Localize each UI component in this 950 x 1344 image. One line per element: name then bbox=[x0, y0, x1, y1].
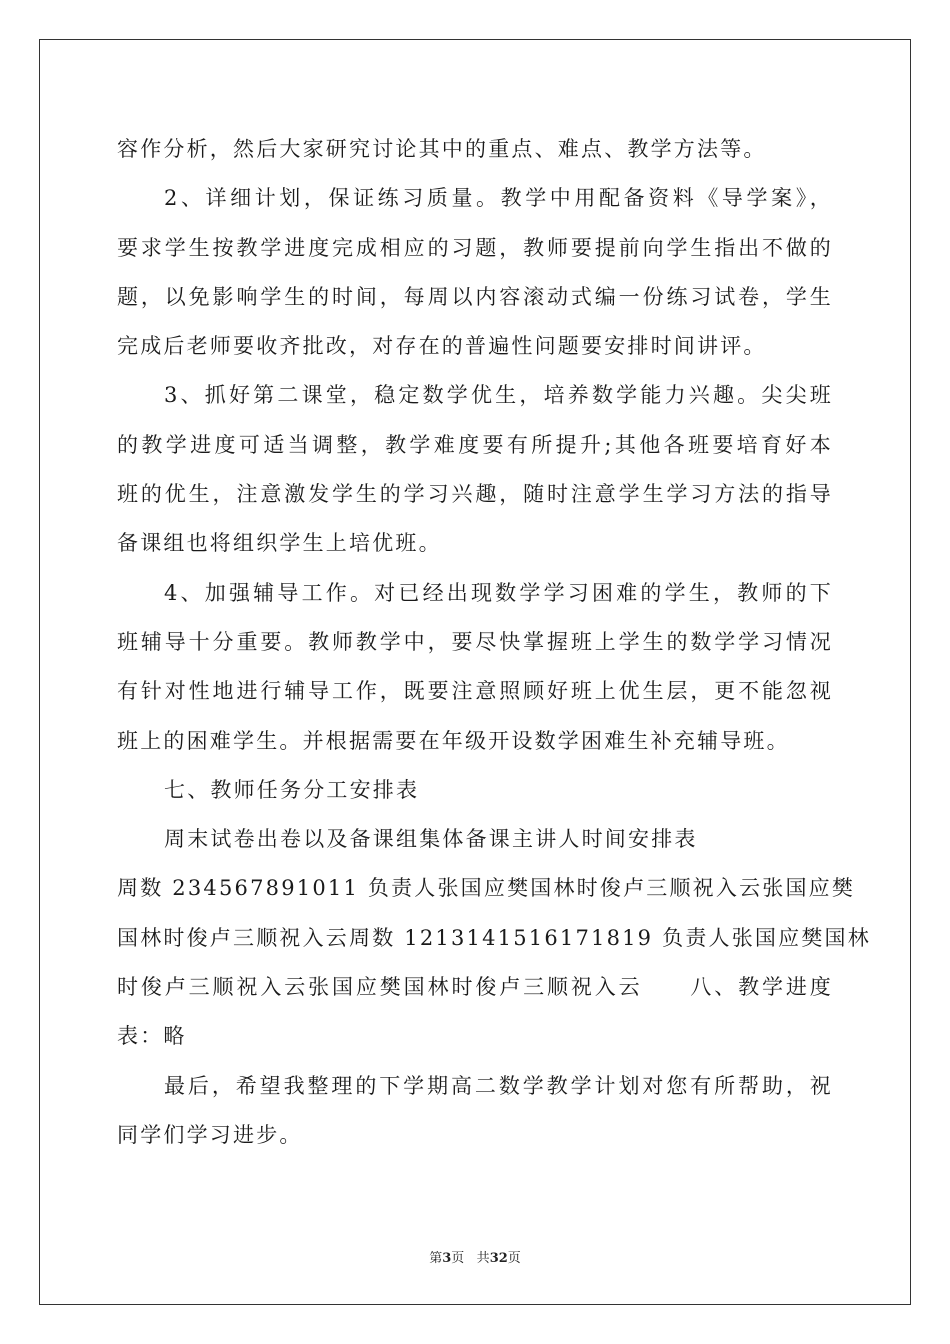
table-caption: 周末试卷出卷以及备课组集体备课主讲人时间安排表 bbox=[164, 827, 698, 852]
document-body bbox=[117, 125, 871, 1160]
footer-total-unit: 页 bbox=[507, 1251, 521, 1266]
schedule-line: 国林时俊卢三顺祝入云周数 1213141516171819 负责人张国应樊国林 bbox=[117, 925, 871, 950]
closing-line: 同学们学习进步。 bbox=[117, 1122, 303, 1147]
paragraph-line: 2、详细计划，保证练习质量。教学中用配备资料《导学案》， bbox=[164, 186, 833, 211]
paragraph-line: 有针对性地进行辅导工作，既要注意照顾好班上优生层，更不能忽视 bbox=[117, 679, 833, 704]
paragraph-line: 班的优生，注意激发学生的学习兴趣，随时注意学生学习方法的指导 bbox=[117, 482, 833, 507]
paragraph-line: 班辅导十分重要。教师教学中，要尽快掌握班上学生的数学学习情况 bbox=[117, 629, 833, 654]
paragraph-line: 备课组也将组织学生上培优班。 bbox=[117, 531, 442, 556]
closing-line: 最后，希望我整理的下学期高二数学教学计划对您有所帮助，祝 bbox=[164, 1073, 833, 1098]
paragraph-line: 班上的困难学生。并根据需要在年级开设数学困难生补充辅导班。 bbox=[117, 728, 790, 753]
footer-page-unit: 页 bbox=[451, 1251, 465, 1266]
paragraph-line: 4、加强辅导工作。对已经出现数学学习困难的学生，教师的下 bbox=[164, 580, 833, 605]
paragraph-line: 的教学进度可适当调整，教学难度要有所提升;其他各班要培育好本 bbox=[117, 432, 833, 457]
current-page-number: 3 bbox=[442, 1251, 452, 1266]
footer-prefix: 第 bbox=[429, 1251, 443, 1266]
schedule-line: 表：略 bbox=[117, 1024, 187, 1049]
section-heading: 七、教师任务分工安排表 bbox=[164, 777, 420, 802]
paragraph-line: 容作分析，然后大家研究讨论其中的重点、难点、教学方法等。 bbox=[117, 137, 767, 161]
page-footer bbox=[0, 1247, 950, 1266]
schedule-line: 时俊卢三顺祝入云张国应樊国林时俊卢三顺祝入云 八、教学进度 bbox=[117, 975, 833, 1000]
schedule-line: 周数 234567891011 负责人张国应樊国林时俊卢三顺祝入云张国应樊 bbox=[117, 876, 856, 901]
paragraph-line: 要求学生按教学进度完成相应的习题，教师要提前向学生指出不做的 bbox=[117, 235, 833, 260]
paragraph-line: 3、抓好第二课堂，稳定数学优生，培养数学能力兴趣。尖尖班 bbox=[164, 383, 833, 408]
footer-total-prefix: 共 bbox=[476, 1251, 490, 1266]
paragraph-line: 题，以免影响学生的时间，每周以内容滚动式编一份练习试卷，学生 bbox=[117, 284, 833, 309]
paragraph-line: 完成后老师要收齐批改，对存在的普遍性问题要安排时间讲评。 bbox=[117, 334, 767, 359]
total-page-count: 32 bbox=[489, 1251, 508, 1266]
